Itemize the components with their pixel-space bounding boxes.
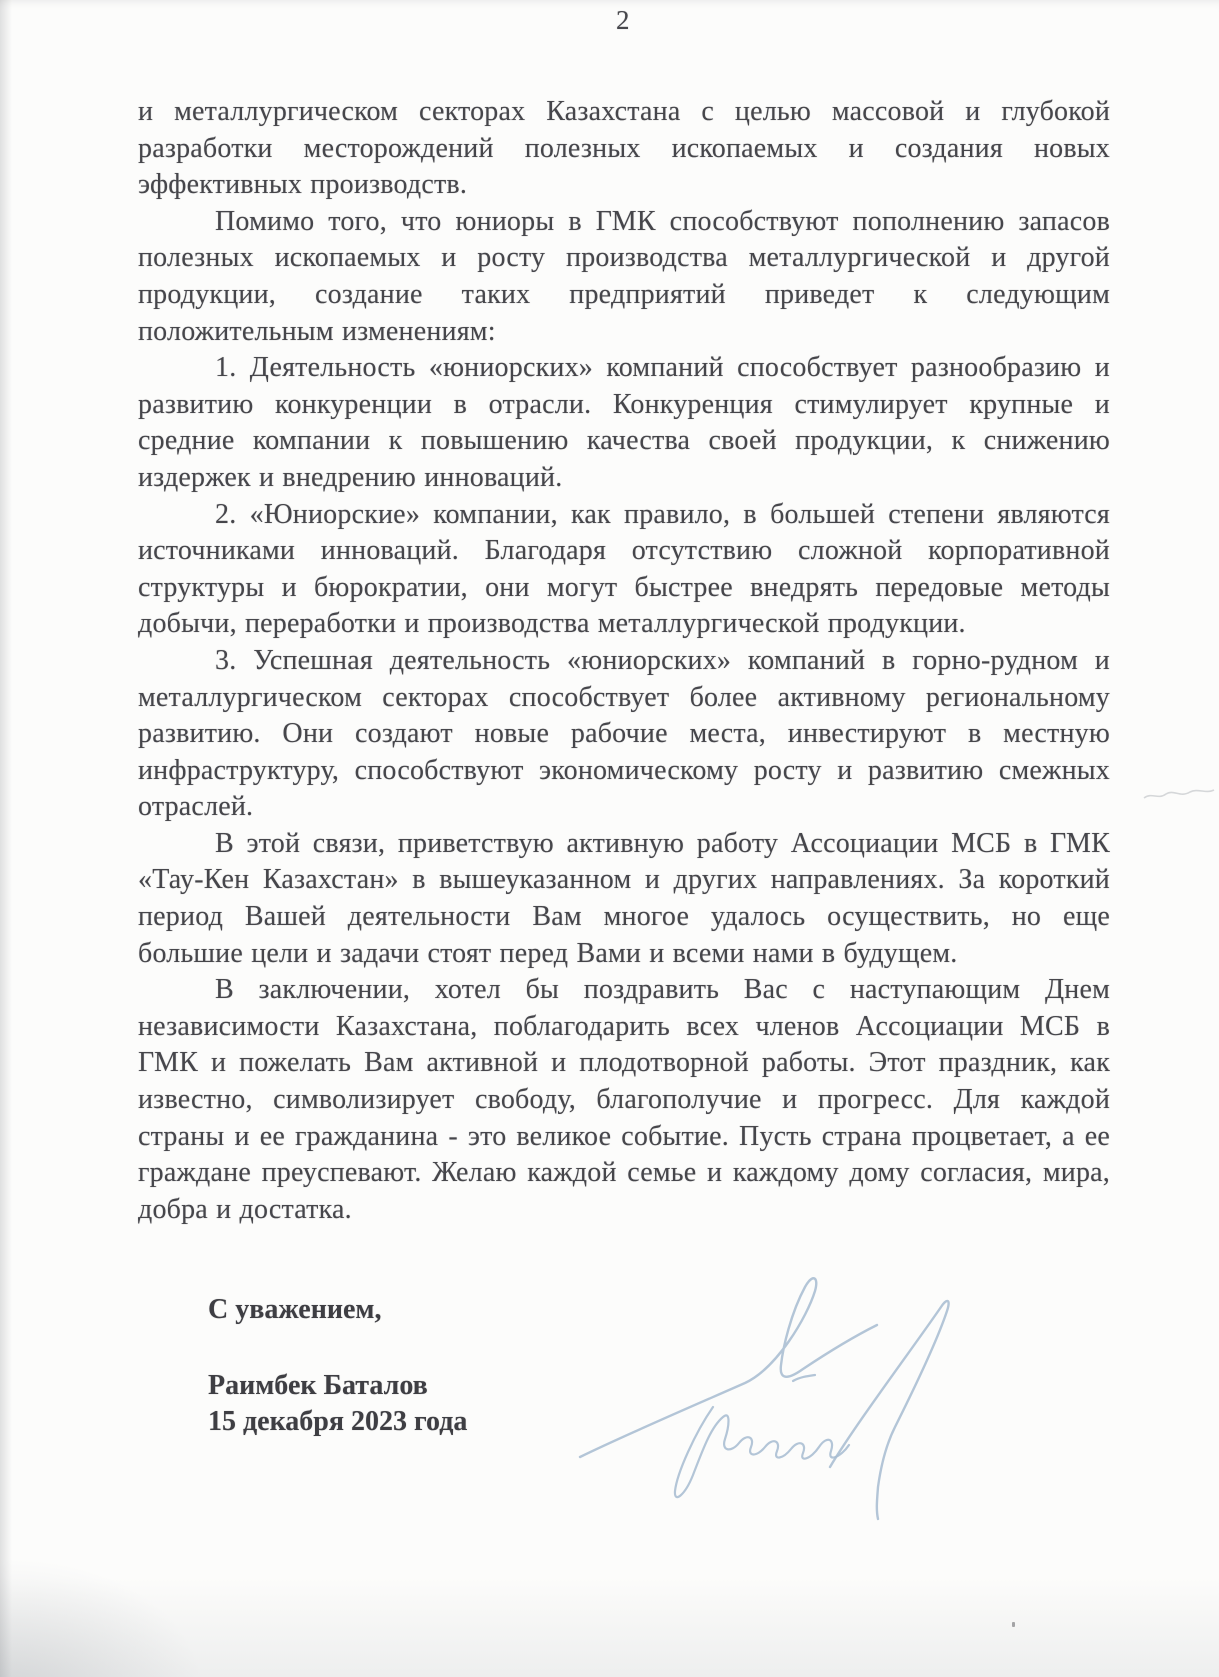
letter-body (138, 94, 1110, 1228)
closing-salutation: С уважением, (208, 1294, 382, 1325)
paragraph: и металлургическом секторах Казахстана с целью массовой и глубокой разработки месторождений полезных ископаемых и создания новых эффективных производств. (138, 96, 1110, 201)
paragraph: 1. Деятельность «юниорских» компаний способствует разнообразию и развитию конкуренции в отрасли. Конкуренция стимулирует крупные и средние компании к повышению качества своей продукции, к снижению издержек и внедрению инноваций. (138, 352, 1110, 493)
paragraph: В заключении, хотел бы поздравить Вас с наступающим Днем независимости Казахстана, поблагодарить всех членов Ассоциации МСБ в ГМК и пожелать Вам активной и плодотворной работы. Этот праздник, как известно, символизирует свободу, благополучие и прогресс. Для каждой страны и ее гражданина - это великое событие. Пусть страна процветает, а ее граждане преуспевают. Желаю каждой семье и каждому дому согласия, мира, добра и достатка. (138, 974, 1110, 1225)
paragraph: В этой связи, приветствую активную работу Ассоциации МСБ в ГМК «Тау-Кен Казахстан» в вышеуказанном и других направлениях. За короткий период Вашей деятельности Вам многое удалось осуществить, но еще большие цели и задачи стоят перед Вами и всеми нами в будущем. (138, 827, 1110, 969)
margin-smudge-icon (1140, 780, 1218, 810)
signer-name: Раимбек Баталов (208, 1370, 428, 1401)
letter-date: 15 декабря 2023 года (208, 1406, 468, 1437)
scan-speck (1012, 1622, 1015, 1627)
page-number: 2 (616, 5, 630, 35)
scan-shadow-bottom-left (0, 1547, 220, 1677)
paragraph: 2. «Юниорские» компании, как правило, в большей степени являются источниками инноваций. Благодаря отсутствию сложной корпоративной структуры и бюрократии, они могут быстрее внедрять передовые методы добычи, переработки и производства металлургической продукции. (138, 498, 1110, 640)
paragraph: 3. Успешная деятельность «юниорских» компаний в горно-рудном и металлургическом секторах способствует более активному региональному развитию. Они создают новые рабочие места, инвестируют в местную инфраструктуру, способствуют экономическому росту и развитию смежных отраслей. (138, 644, 1110, 823)
handwritten-signature-icon (545, 1195, 1005, 1535)
closing-block (208, 1292, 467, 1440)
paragraph: Помимо того, что юниоры в ГМК способствуют пополнению запасов полезных ископаемых и росту производства металлургической и другой продукции, создание таких предприятий приведет к следующим положительным изменениям: (138, 205, 1110, 347)
